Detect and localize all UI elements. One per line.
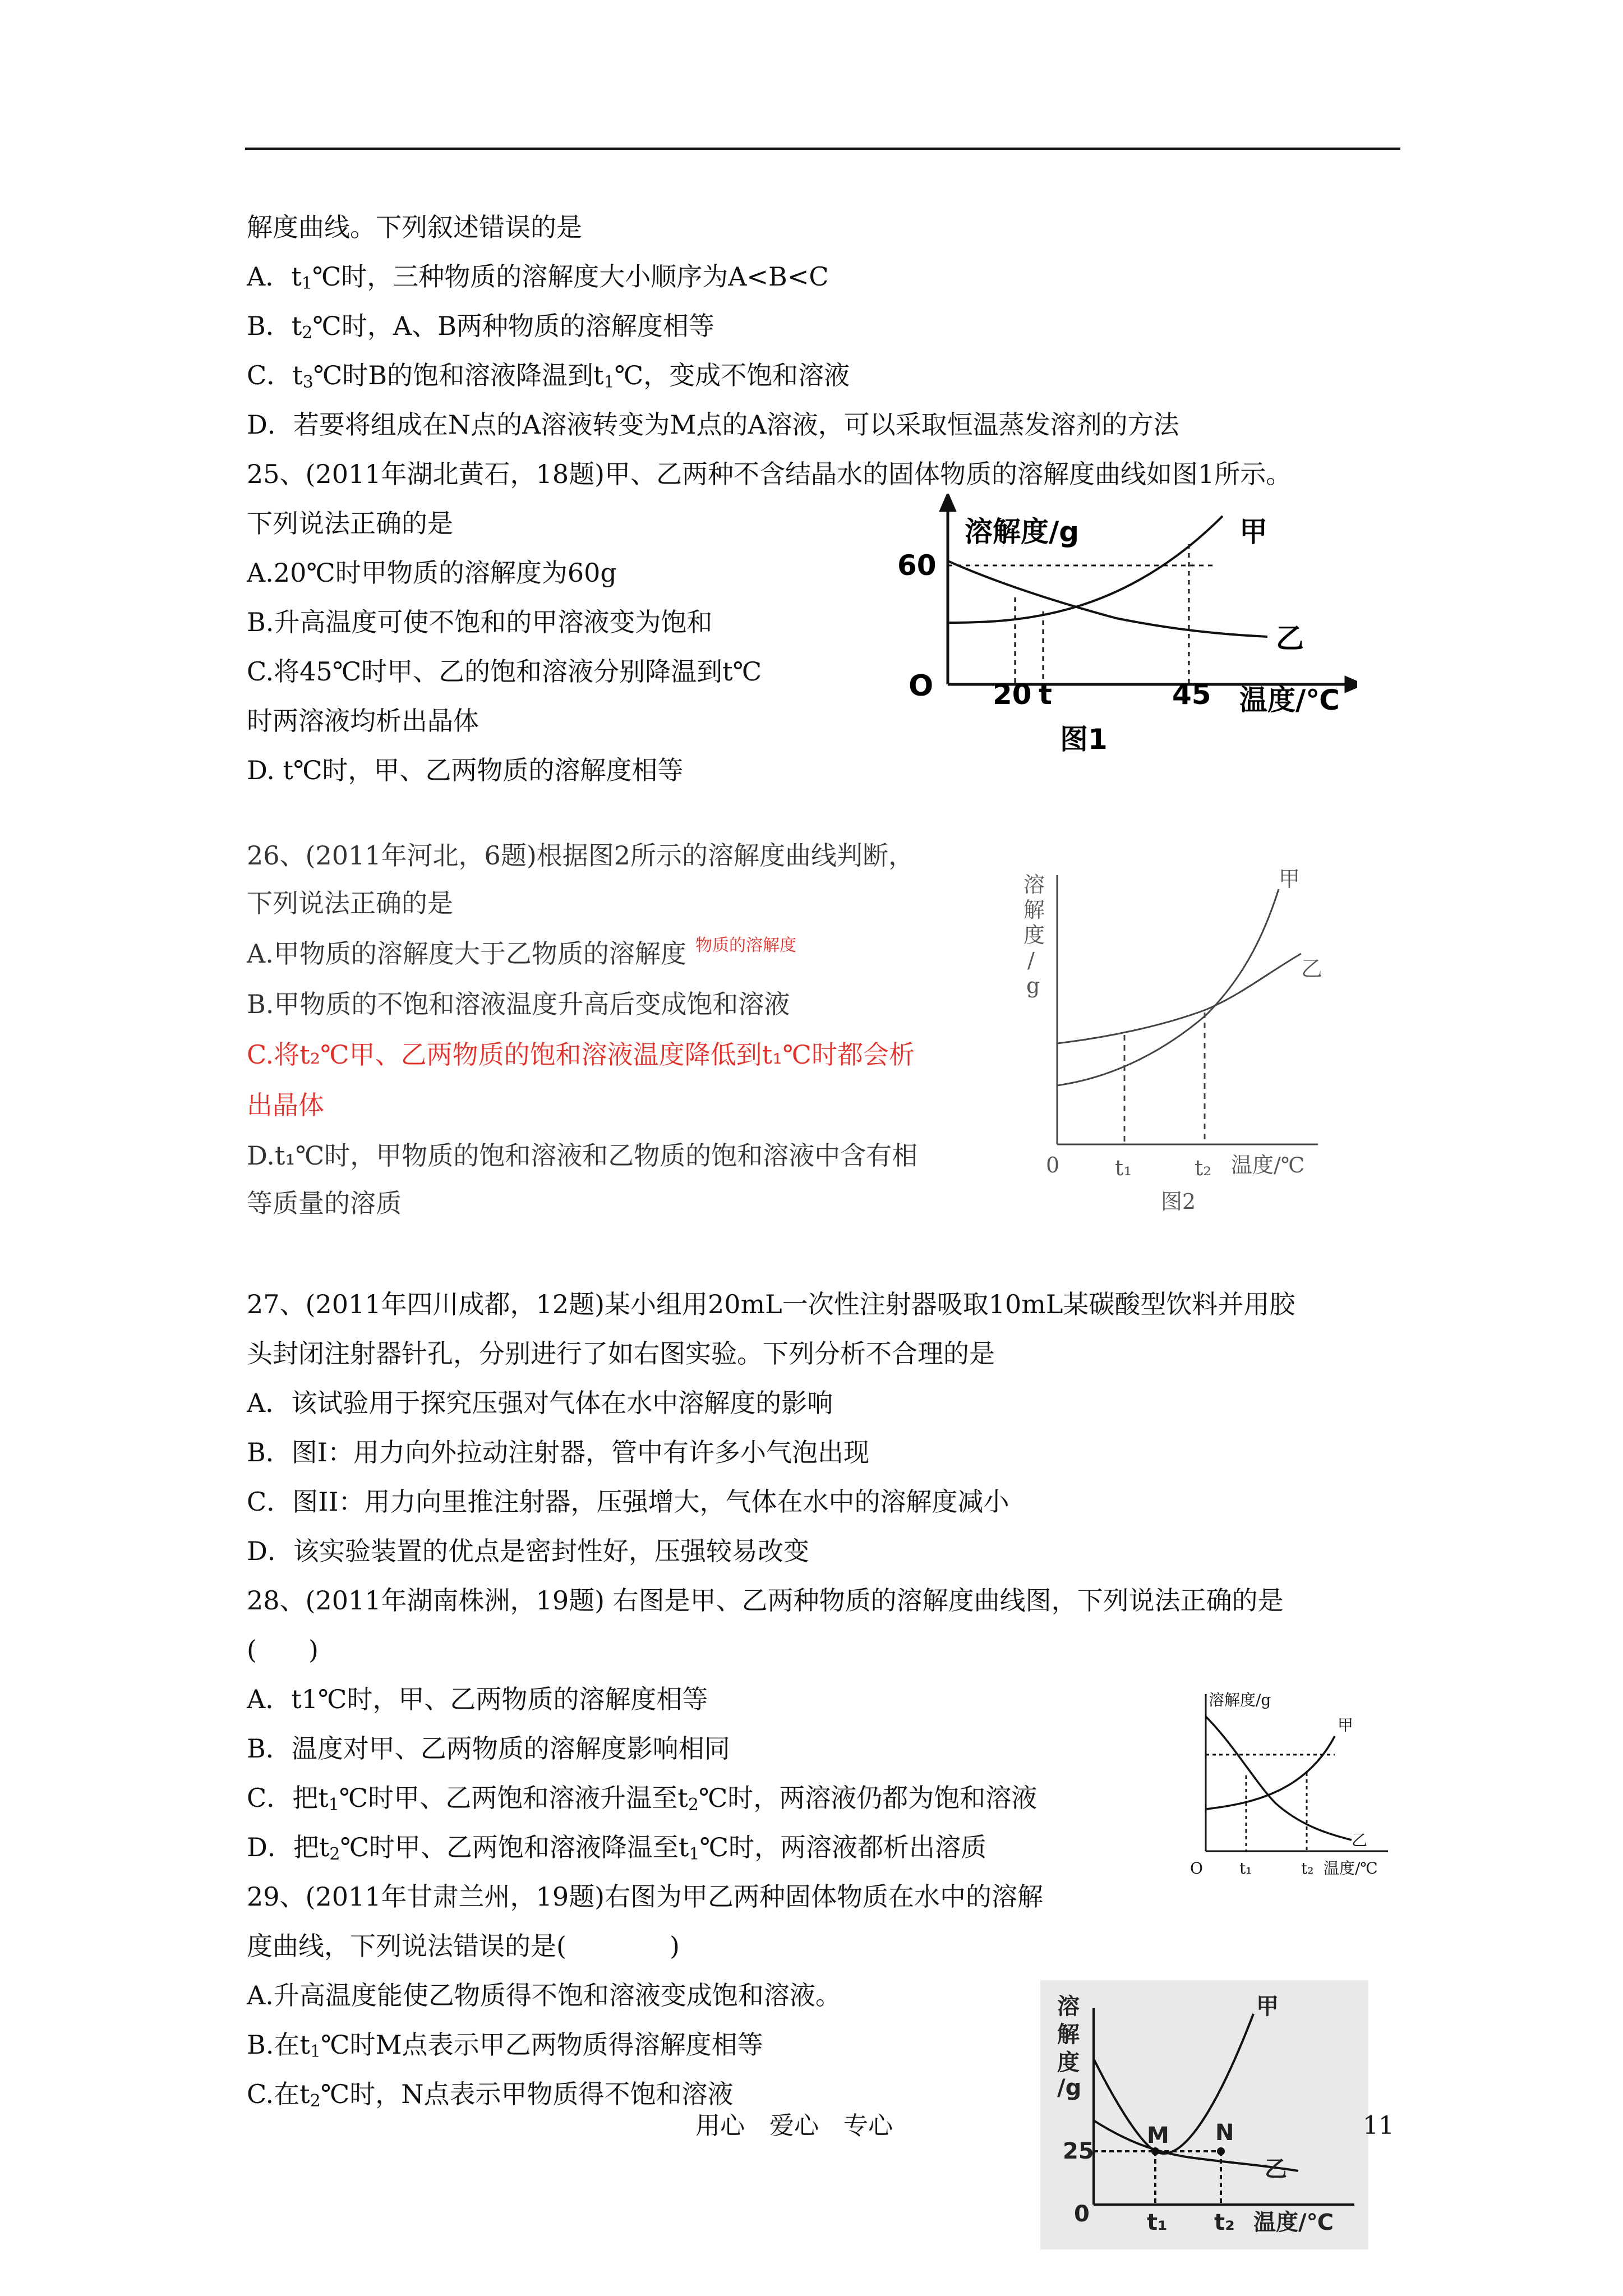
- fig1-series-yi: 乙: [1276, 622, 1304, 655]
- q24-option-d: D．若要将组成在N点的A溶液转变为M点的A溶液，可以采取恒温蒸发溶剂的方法: [247, 409, 1179, 440]
- footer-motto: 用心 爱心 专心: [695, 2111, 893, 2140]
- q28-option-a: A．t1℃时，甲、乙两物质的溶解度相等: [247, 1684, 708, 1714]
- q29-stem-line2: 度曲线，下列说法错误的是( ): [247, 1931, 680, 1961]
- q26-option-a: A.甲物质的溶解度大于乙物质的溶解度 物质的溶解度: [247, 937, 686, 970]
- fig2-series-jia: 甲: [1279, 867, 1301, 891]
- fig29-ylabel-1: 溶: [1057, 1994, 1080, 2019]
- q26-red-annotation: 物质的溶解度: [695, 936, 796, 955]
- fig2-tick-t2: t₂: [1195, 1156, 1212, 1180]
- q29-option-c: C.在$t_2℃$时，N点表示甲物质得不饱和溶液: [247, 2079, 734, 2111]
- q25-option-b: B.升高温度可使不饱和的甲溶液变为饱和: [247, 607, 713, 637]
- fig29-ylabel-4: /g: [1057, 2075, 1082, 2101]
- q26-option-d-line2: 等质量的溶质: [247, 1188, 402, 1218]
- fig2-origin: 0: [1046, 1153, 1060, 1177]
- q24-option-b: B．$t_2℃$时，A、B两种物质的溶解度相等: [247, 311, 714, 343]
- q26-stem-line1: 26、(2011年河北，6题)根据图2所示的溶解度曲线判断，: [247, 840, 915, 871]
- header-rule: [245, 148, 1400, 150]
- fig28-x-axis-label: 温度/℃: [1324, 1859, 1378, 1878]
- fig1-tick-60: 60: [897, 549, 937, 582]
- q27-stem-line2: 头封闭注射器针孔，分别进行了如右图实验。下列分析不合理的是: [247, 1338, 995, 1369]
- fig29-series-jia: 甲: [1256, 1994, 1279, 2019]
- page-number: 11: [1363, 2111, 1394, 2140]
- fig2-caption: 图2: [1161, 1189, 1196, 1214]
- q25-option-c-line2: 时两溶液均析出晶体: [247, 706, 479, 736]
- q27-option-b: B．图I：用力向外拉动注射器，管中有许多小气泡出现: [247, 1437, 869, 1467]
- fig29-tick-t1: t₁: [1147, 2210, 1168, 2235]
- q27-option-c: C．图II：用力向里推注射器，压强增大，气体在水中的溶解度减小: [247, 1487, 1009, 1517]
- q29-option-a: A.升高温度能使乙物质得不饱和溶液变成饱和溶液。: [247, 1980, 841, 2010]
- q26-option-c-line1: C.将t₂℃甲、乙两物质的饱和溶液温度降低到t₁℃时都会析: [247, 1039, 915, 1070]
- fig29-point-m: M: [1147, 2123, 1169, 2148]
- fig1-tick-t: t: [1039, 678, 1052, 711]
- fig1-tick-45: 45: [1172, 678, 1211, 711]
- fig29-x-axis-label: 温度/℃: [1253, 2210, 1334, 2235]
- fig29-tick-25: 25: [1063, 2138, 1094, 2164]
- q25-option-a: A.20℃时甲物质的溶解度为60g: [247, 558, 617, 588]
- fig2-ylabel-1: 溶: [1023, 872, 1045, 897]
- fig29-origin: 0: [1074, 2201, 1090, 2227]
- fig29-point-n: N: [1215, 2120, 1234, 2146]
- fig29-series-yi: 乙: [1265, 2156, 1287, 2182]
- q28-stem-line2: ( ): [247, 1635, 319, 1665]
- fig28-origin: O: [1190, 1859, 1203, 1878]
- fig2-series-yi: 乙: [1301, 956, 1323, 981]
- fig1-tick-20: 20: [993, 678, 1032, 711]
- q28-option-d: D．把$t_2℃$时甲、乙两饱和溶液降温至$t_1℃$时，两溶液都析出溶质: [247, 1832, 986, 1864]
- q27-option-a: A．该试验用于探究压强对气体在水中溶解度的影响: [247, 1388, 833, 1418]
- q26-option-d-line1: D.t₁℃时，甲物质的饱和溶液和乙物质的饱和溶液中含有相: [247, 1140, 918, 1171]
- q26-stem-line2: 下列说法正确的是: [247, 888, 453, 918]
- fig29-ylabel-2: 解: [1057, 2022, 1080, 2047]
- fig2-ylabel-2: 解: [1023, 898, 1045, 922]
- fig28-tick-t1: t₁: [1239, 1859, 1252, 1878]
- fig28-series-jia: 甲: [1338, 1716, 1354, 1734]
- fig29-ylabel-3: 度: [1057, 2050, 1080, 2076]
- q25-option-d: D. t℃时，甲、乙两物质的溶解度相等: [247, 755, 684, 785]
- fig28-y-axis-label: 溶解度/g: [1209, 1691, 1271, 1709]
- fig2-ylabel-5: g: [1026, 973, 1040, 998]
- fig1-x-axis-label: 温度/℃: [1239, 684, 1340, 716]
- fig2-tick-t1: t₁: [1115, 1156, 1132, 1180]
- q28-option-c: C．把$t_1℃$时甲、乙两饱和溶液升温至$t_2℃$时，两溶液仍都为饱和溶液: [247, 1783, 1038, 1815]
- fig2-x-axis-label: 温度/℃: [1231, 1153, 1305, 1177]
- q26-option-c-line2: 出晶体: [247, 1090, 324, 1120]
- figure-q29-solubility-graph: [1040, 1980, 1368, 2249]
- figure-2-solubility-graph: [1004, 858, 1352, 1228]
- figure-1-solubility-graph: [875, 494, 1357, 763]
- figure-q28-solubility-graph: [1183, 1683, 1396, 1885]
- fig2-ylabel-4: /: [1027, 948, 1035, 973]
- fig1-origin: O: [909, 669, 934, 703]
- q24-option-c: C．$t_3℃$时B的饱和溶液降温到$t_1℃$，变成不饱和溶液: [247, 360, 850, 392]
- q28-option-b: B．温度对甲、乙两物质的溶解度影响相同: [247, 1733, 730, 1764]
- q28-stem-line1: 28、(2011年湖南株洲，19题) 右图是甲、乙两种物质的溶解度曲线图，下列说法正确的是: [247, 1585, 1284, 1616]
- q25-stem-line1: 25、(2011年湖北黄石，18题)甲、乙两种不含结晶水的固体物质的溶解度曲线如图1所示。: [247, 459, 1292, 489]
- fig2-ylabel-3: 度: [1023, 923, 1045, 947]
- q26-option-b: B.甲物质的不饱和溶液温度升高后变成饱和溶液: [247, 989, 790, 1019]
- fig29-tick-t2: t₂: [1214, 2210, 1235, 2235]
- fig28-tick-t2: t₂: [1301, 1859, 1314, 1878]
- fig1-caption: 图1: [1060, 723, 1108, 756]
- q25-stem-line2: 下列说法正确的是: [247, 508, 453, 539]
- q24-option-a: A．$t_1℃$时，三种物质的溶解度大小顺序为A<B<C: [247, 261, 829, 293]
- fig1-y-axis-label: 溶解度/g: [965, 516, 1080, 548]
- q29-stem-line1: 29、(2011年甘肃兰州，19题)右图为甲乙两种固体物质在水中的溶解: [247, 1881, 1044, 1912]
- q27-option-d: D．该实验装置的优点是密封性好，压强较易改变: [247, 1536, 809, 1566]
- q25-option-c-line1: C.将45℃时甲、乙的饱和溶液分别降温到t℃: [247, 656, 762, 687]
- q27-stem-line1: 27、(2011年四川成都，12题)某小组用20mL一次性注射器吸取10mL某碳酸型饮料并用胶: [247, 1289, 1295, 1319]
- fig28-series-yi: 乙: [1352, 1831, 1368, 1849]
- fig1-series-jia: 甲: [1239, 516, 1267, 548]
- q29-option-b: B.在$t_1℃$时M点表示甲乙两物质得溶解度相等: [247, 2030, 763, 2062]
- q24-stem: 解度曲线。下列叙述错误的是: [247, 212, 582, 242]
